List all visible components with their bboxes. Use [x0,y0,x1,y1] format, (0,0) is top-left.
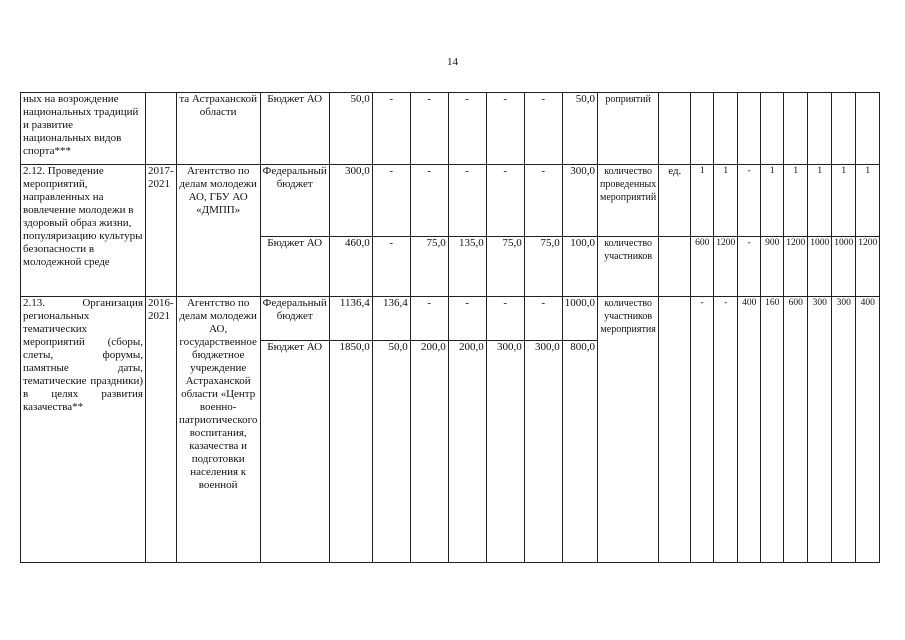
indicator-value [784,93,808,165]
year-amount: 200,0 [410,341,448,563]
indicator-value: - [738,165,761,237]
program-table [20,92,880,563]
year-amount: - [524,165,562,237]
unit [659,237,691,297]
year-amount: 135,0 [448,237,486,297]
table-row [21,297,880,341]
year-amount: - [524,297,562,341]
indicator-value: 1 [691,165,714,237]
year-amount: 200,0 [448,341,486,563]
indicator: количество проведенных мероприятий [597,165,658,237]
indicator-value: 1200 [856,237,880,297]
year-amount: - [410,297,448,341]
indicator-value: 1 [714,165,738,237]
indicator-value: 1000 [808,237,832,297]
total-amount: 1850,0 [329,341,372,563]
indicator-value: 1200 [714,237,738,297]
indicator: роприятий [597,93,658,165]
funding-source: Бюджет АО [260,237,329,297]
year-amount: - [486,165,524,237]
indicator-value: 1 [808,165,832,237]
indicator-value: 1 [761,165,784,237]
indicator-value: 1200 [784,237,808,297]
activity-name: 2.13. Организация региональных тематических мероприятий (сборы, слеты, форумы, памятные даты, тематические праздники) в целях развития казачества** [21,297,146,563]
year-amount: 300,0 [486,341,524,563]
funding-source: Бюджет АО [260,93,329,165]
indicator-value [738,93,761,165]
indicator-value: 600 [691,237,714,297]
funding-source: Федеральный бюджет [260,165,329,237]
year-amount: - [372,165,410,237]
executor: Агентство по делам молодежи АО, государственное бюджетное учреждение Астраханской области «Центр военно-патриотического воспитания, казачества и подготовки населения к военной [176,297,260,563]
indicator-value [856,93,880,165]
year-amount: - [448,297,486,341]
year-amount: 1000,0 [562,297,597,341]
year-amount: 75,0 [486,237,524,297]
executor: Агентство по делам молодежи АО, ГБУ АО «ДМПП» [176,165,260,297]
indicator-value: 1 [832,165,856,237]
indicator-value: 300 [832,297,856,563]
year-amount: 75,0 [410,237,448,297]
activity-name: ных на возрождение национальных традиций и развитие национальных видов спорта*** [21,93,146,165]
year-amount: 50,0 [562,93,597,165]
indicator-value [808,93,832,165]
year-amount: 75,0 [524,237,562,297]
indicator-value: 300 [808,297,832,563]
total-amount: 50,0 [329,93,372,165]
indicator-value: 400 [738,297,761,563]
funding-source: Федеральный бюджет [260,297,329,341]
indicator-value: 900 [761,237,784,297]
year-amount: - [448,165,486,237]
year-amount: - [372,237,410,297]
total-amount: 1136,4 [329,297,372,341]
year-amount: 100,0 [562,237,597,297]
period: 2016-2021 [146,297,177,563]
table-row [21,93,880,165]
funding-source: Бюджет АО [260,341,329,563]
indicator-value: 1 [856,165,880,237]
indicator: количество участников мероприятия [597,297,658,563]
indicator-value: - [691,297,714,563]
year-amount: - [448,93,486,165]
year-amount: 136,4 [372,297,410,341]
year-amount: - [524,93,562,165]
year-amount: - [410,93,448,165]
indicator-value: 600 [784,297,808,563]
table-row [21,165,880,237]
indicator-value [714,93,738,165]
indicator-value [761,93,784,165]
activity-name: 2.12. Проведение мероприятий, направленных на вовлечение молодежи в здоровый образ жизни, популяризацию культуры безопасности в молодежной среде [21,165,146,297]
unit [659,297,691,563]
year-amount: - [410,165,448,237]
year-amount: 300,0 [524,341,562,563]
year-amount: 50,0 [372,341,410,563]
indicator-value [832,93,856,165]
year-amount: - [486,297,524,341]
total-amount: 300,0 [329,165,372,237]
indicator-value: - [738,237,761,297]
indicator-value: 160 [761,297,784,563]
indicator-value: - [714,297,738,563]
unit [659,93,691,165]
indicator: количество участников [597,237,658,297]
period: 2017-2021 [146,165,177,297]
year-amount: - [372,93,410,165]
executor: та Астраханской области [176,93,260,165]
year-amount: - [486,93,524,165]
total-amount: 460,0 [329,237,372,297]
indicator-value [691,93,714,165]
indicator-value: 1000 [832,237,856,297]
year-amount: 800,0 [562,341,597,563]
page-number: 14 [447,56,458,68]
indicator-value: 400 [856,297,880,563]
indicator-value: 1 [784,165,808,237]
year-amount: 300,0 [562,165,597,237]
period [146,93,177,165]
unit: ед. [659,165,691,237]
